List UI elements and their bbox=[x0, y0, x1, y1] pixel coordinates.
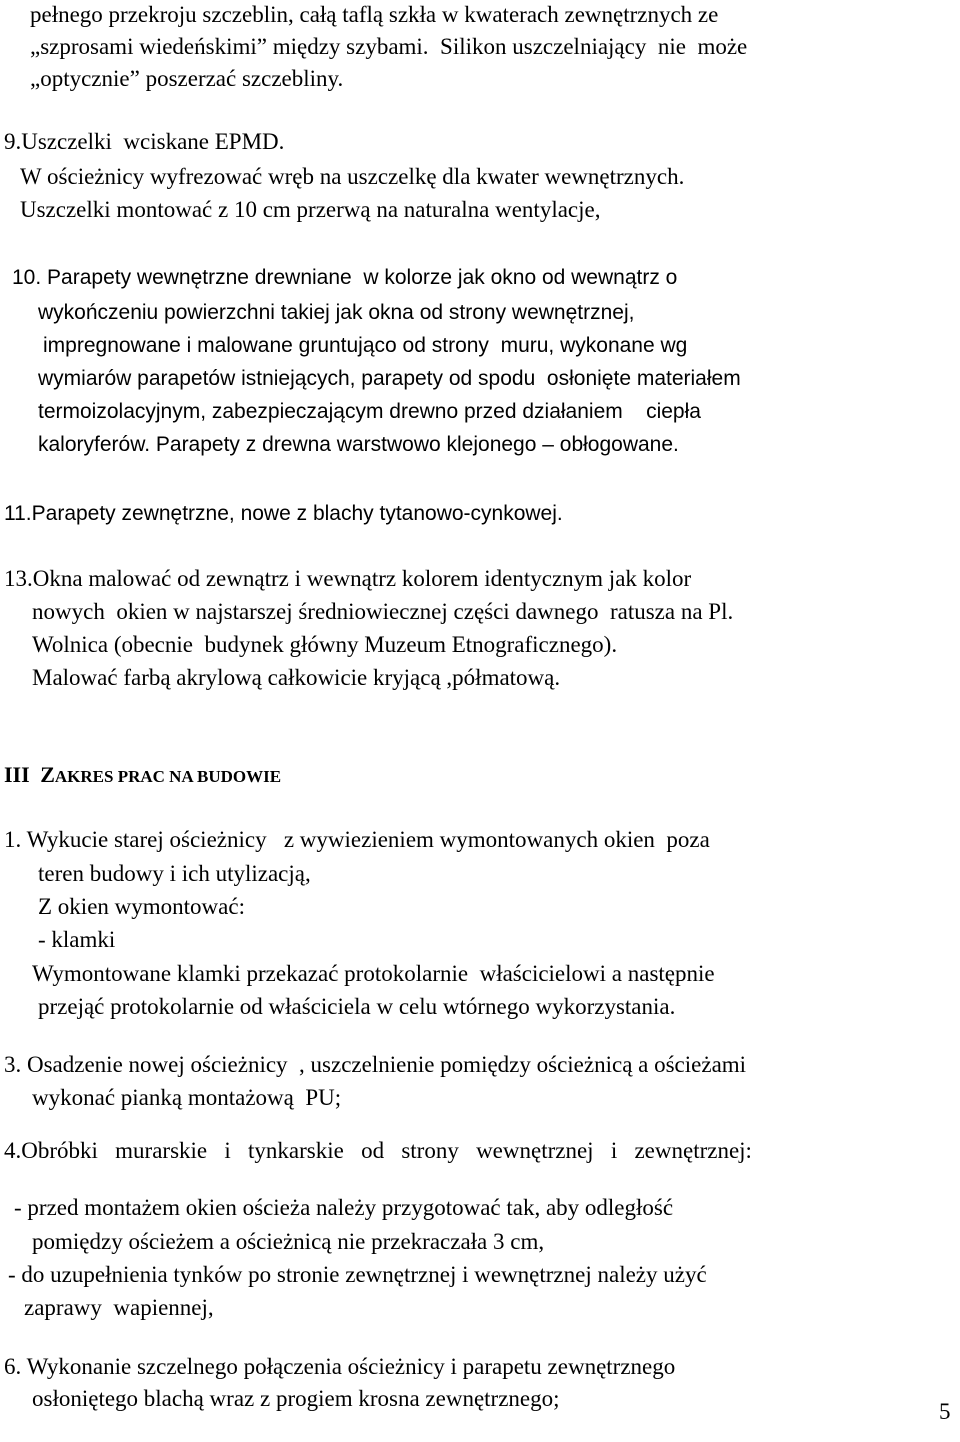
step-6-heading: 6. Wykonanie szczelnego połączenia ościeżnicy i parapetu zewnętrznego bbox=[4, 1354, 676, 1379]
text-line: wymiarów parapetów istniejących, parapety od spodu osłonięte materiałem bbox=[38, 367, 741, 390]
item-9-heading: 9.Uszczelki wciskane EPMD. bbox=[4, 129, 285, 154]
text-line: wykonać pianką montażową PU; bbox=[32, 1085, 342, 1110]
text-line: Z okien wymontować: bbox=[38, 894, 245, 919]
text-line: Wolnica (obecnie budynek główny Muzeum Etnograficznego). bbox=[32, 632, 618, 657]
item-11-heading: 11.Parapety zewnętrzne, nowe z blachy tytanowo-cynkowej. bbox=[4, 502, 563, 525]
text-line: - do uzupełnienia tynków po stronie zewnętrznej i wewnętrznej należy użyć bbox=[8, 1262, 707, 1287]
text-line: termoizolacyjnym, zabezpieczającym drewno przed działaniem ciepła bbox=[38, 400, 701, 423]
text-line: Malować farbą akrylową całkowicie kryjącą ,półmatową. bbox=[32, 665, 561, 690]
text-line: impregnowane i malowane gruntująco od strony muru, wykonane wg bbox=[43, 334, 688, 357]
text-line: Wymontowane klamki przekazać protokolarnie właścicielowi a następnie bbox=[32, 961, 715, 986]
text-line: - klamki bbox=[38, 927, 116, 952]
text-line: W ościeżnicy wyfrezować wręb na uszczelkę dla kwater wewnętrznych. bbox=[20, 164, 685, 189]
text-line: zaprawy wapiennej, bbox=[24, 1295, 214, 1320]
text-line: teren budowy i ich utylizacją, bbox=[38, 861, 311, 886]
text-line: przejąć protokolarnie od właściciela w celu wtórnego wykorzystania. bbox=[38, 994, 676, 1019]
item-13-heading: 13.Okna malować od zewnątrz i wewnątrz kolorem identycznym jak kolor bbox=[4, 566, 692, 591]
text-line: pełnego przekroju szczeblin, całą taflą szkła w kwaterach zewnętrznych ze bbox=[30, 2, 719, 27]
text-line: Uszczelki montować z 10 cm przerwą na naturalna wentylacje, bbox=[20, 197, 601, 222]
step-1-heading: 1. Wykucie starej ościeżnicy z wywiezieniem wymontowanych okien poza bbox=[4, 827, 710, 852]
text-line: nowych okien w najstarszej średniowiecznej części dawnego ratusza na Pl. bbox=[32, 599, 734, 624]
text-line: pomiędzy ościeżem a ościeżnicą nie przekraczała 3 cm, bbox=[32, 1229, 545, 1254]
page-number: 5 bbox=[939, 1399, 951, 1424]
section-roman: III bbox=[4, 762, 30, 787]
section-title-capital: Z bbox=[40, 762, 55, 787]
step-4-heading: 4.Obróbki murarskie i tynkarskie od strony wewnętrznej i zewnętrznej: bbox=[4, 1138, 752, 1163]
section-heading bbox=[4, 761, 281, 791]
step-3-heading: 3. Osadzenie nowej ościeżnicy , uszczelnienie pomiędzy ościeżnicą a ościeżami bbox=[4, 1052, 747, 1077]
item-10-heading: 10. Parapety wewnętrzne drewniane w kolorze jak okno od wewnątrz o bbox=[12, 266, 678, 289]
text-line: „szprosami wiedeńskimi” między szybami. Silikon uszczelniający nie może bbox=[30, 34, 748, 59]
text-line: kaloryferów. Parapety z drewna warstwowo klejonego – obłogowane. bbox=[38, 433, 679, 456]
text-line: wykończeniu powierzchni takiej jak okna od strony wewnętrznej, bbox=[38, 301, 635, 324]
text-line: „optycznie” poszerzać szczebliny. bbox=[30, 66, 344, 91]
section-title-rest: AKRES PRAC NA BUDOWIE bbox=[54, 767, 282, 786]
text-line: - przed montażem okien ościeża należy przygotować tak, aby odległość bbox=[14, 1195, 674, 1220]
text-line: osłoniętego blachą wraz z progiem krosna zewnętrznego; bbox=[32, 1386, 560, 1411]
